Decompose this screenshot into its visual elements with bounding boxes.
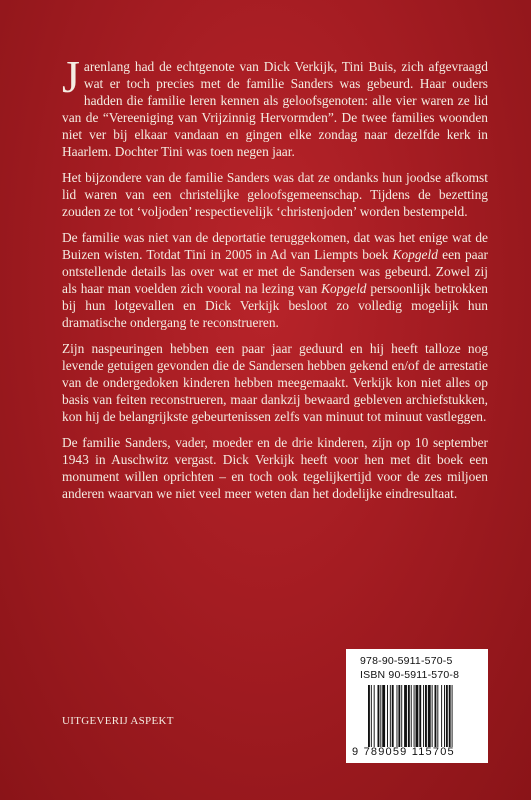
barcode-icon	[368, 685, 476, 747]
isbn-13: 978-90-5911-570-5	[360, 655, 453, 667]
paragraph-3-part-a: De familie was niet van de deportatie teruggekomen, dat was het enige wat de Buizen wisten. Totdat Tini in 2005 in Ad van Liempts boek	[62, 230, 488, 262]
blurb-text	[62, 51, 488, 511]
book-title-kopgeld-2: Kopgeld	[321, 281, 367, 296]
barcode-box	[346, 649, 488, 763]
paragraph-1	[62, 51, 488, 160]
publisher-name: UITGEVERIJ ASPEKT	[62, 715, 174, 727]
paragraph-4: Zijn naspeuringen hebben een paar jaar geduurd en hij heeft talloze nog levende getuigen gevonden die de Sandersen hebben gekend en/of de arrestatie van de ondergedoken kinderen hebben meegemaakt. Verkijk kon niet alles op basis van feiten reconstrueren, maar dankzij bewaard gebleven archiefstukken, kon hij de belangrijkste gebeurtenissen zelfs van minuut tot minuut vastleggen.	[62, 341, 488, 424]
drop-cap: J	[62, 51, 80, 102]
book-title-kopgeld: Kopgeld	[392, 247, 438, 262]
paragraph-3	[62, 229, 488, 331]
paragraph-2: Het bijzondere van de familie Sanders was dat ze ondanks hun joodse afkomst lid waren van een christelijke geloofsgemeenschap. Tijdens de bezetting zouden ze tot ‘voljoden’ respectievelijk ‘christenjoden’ worden bestempeld.	[62, 170, 488, 219]
barcode-number: 9 789059 115705	[352, 746, 455, 758]
paragraph-1-text: arenlang had de echtgenote van Dick Verkijk, Tini Buis, zich afgevraagd wat er toch precies met de familie Sanders was gebeurd. Haar ouders hadden die familie leren kennen als geloofsgenoten: alle vier waren ze lid van de “Vereeniging van Vrijzinnig Hervormden”. De twee families woonden niet ver bij elkaar vandaan en gingen elke zondag naar dezelfde kerk in Haarlem. Dochter Tini was toen negen jaar.	[62, 59, 488, 159]
paragraph-3-part-b: een paar ontstellende details las over wat er met de Sandersen was gebeurd. Zowel zij als haar man voelden zich vooral na lezing van	[62, 247, 488, 296]
paragraph-3-part-c: persoonlijk betrokken bij hun lotgevallen en Dick Verkijk besloot zo volledig mogelijk hun dramatische ondergang te reconstrueren.	[62, 281, 488, 330]
paragraph-5: De familie Sanders, vader, moeder en de drie kinderen, zijn op 10 september 1943 in Auschwitz vergast. Dick Verkijk heeft voor hen met dit boek een monument willen oprichten – en toch ook tegelijkertijd voor de zes miljoen anderen waarvan we niet veel meer weten dan het dodelijke eindresultaat.	[62, 435, 488, 501]
isbn-10: ISBN 90-5911-570-8	[360, 669, 460, 681]
